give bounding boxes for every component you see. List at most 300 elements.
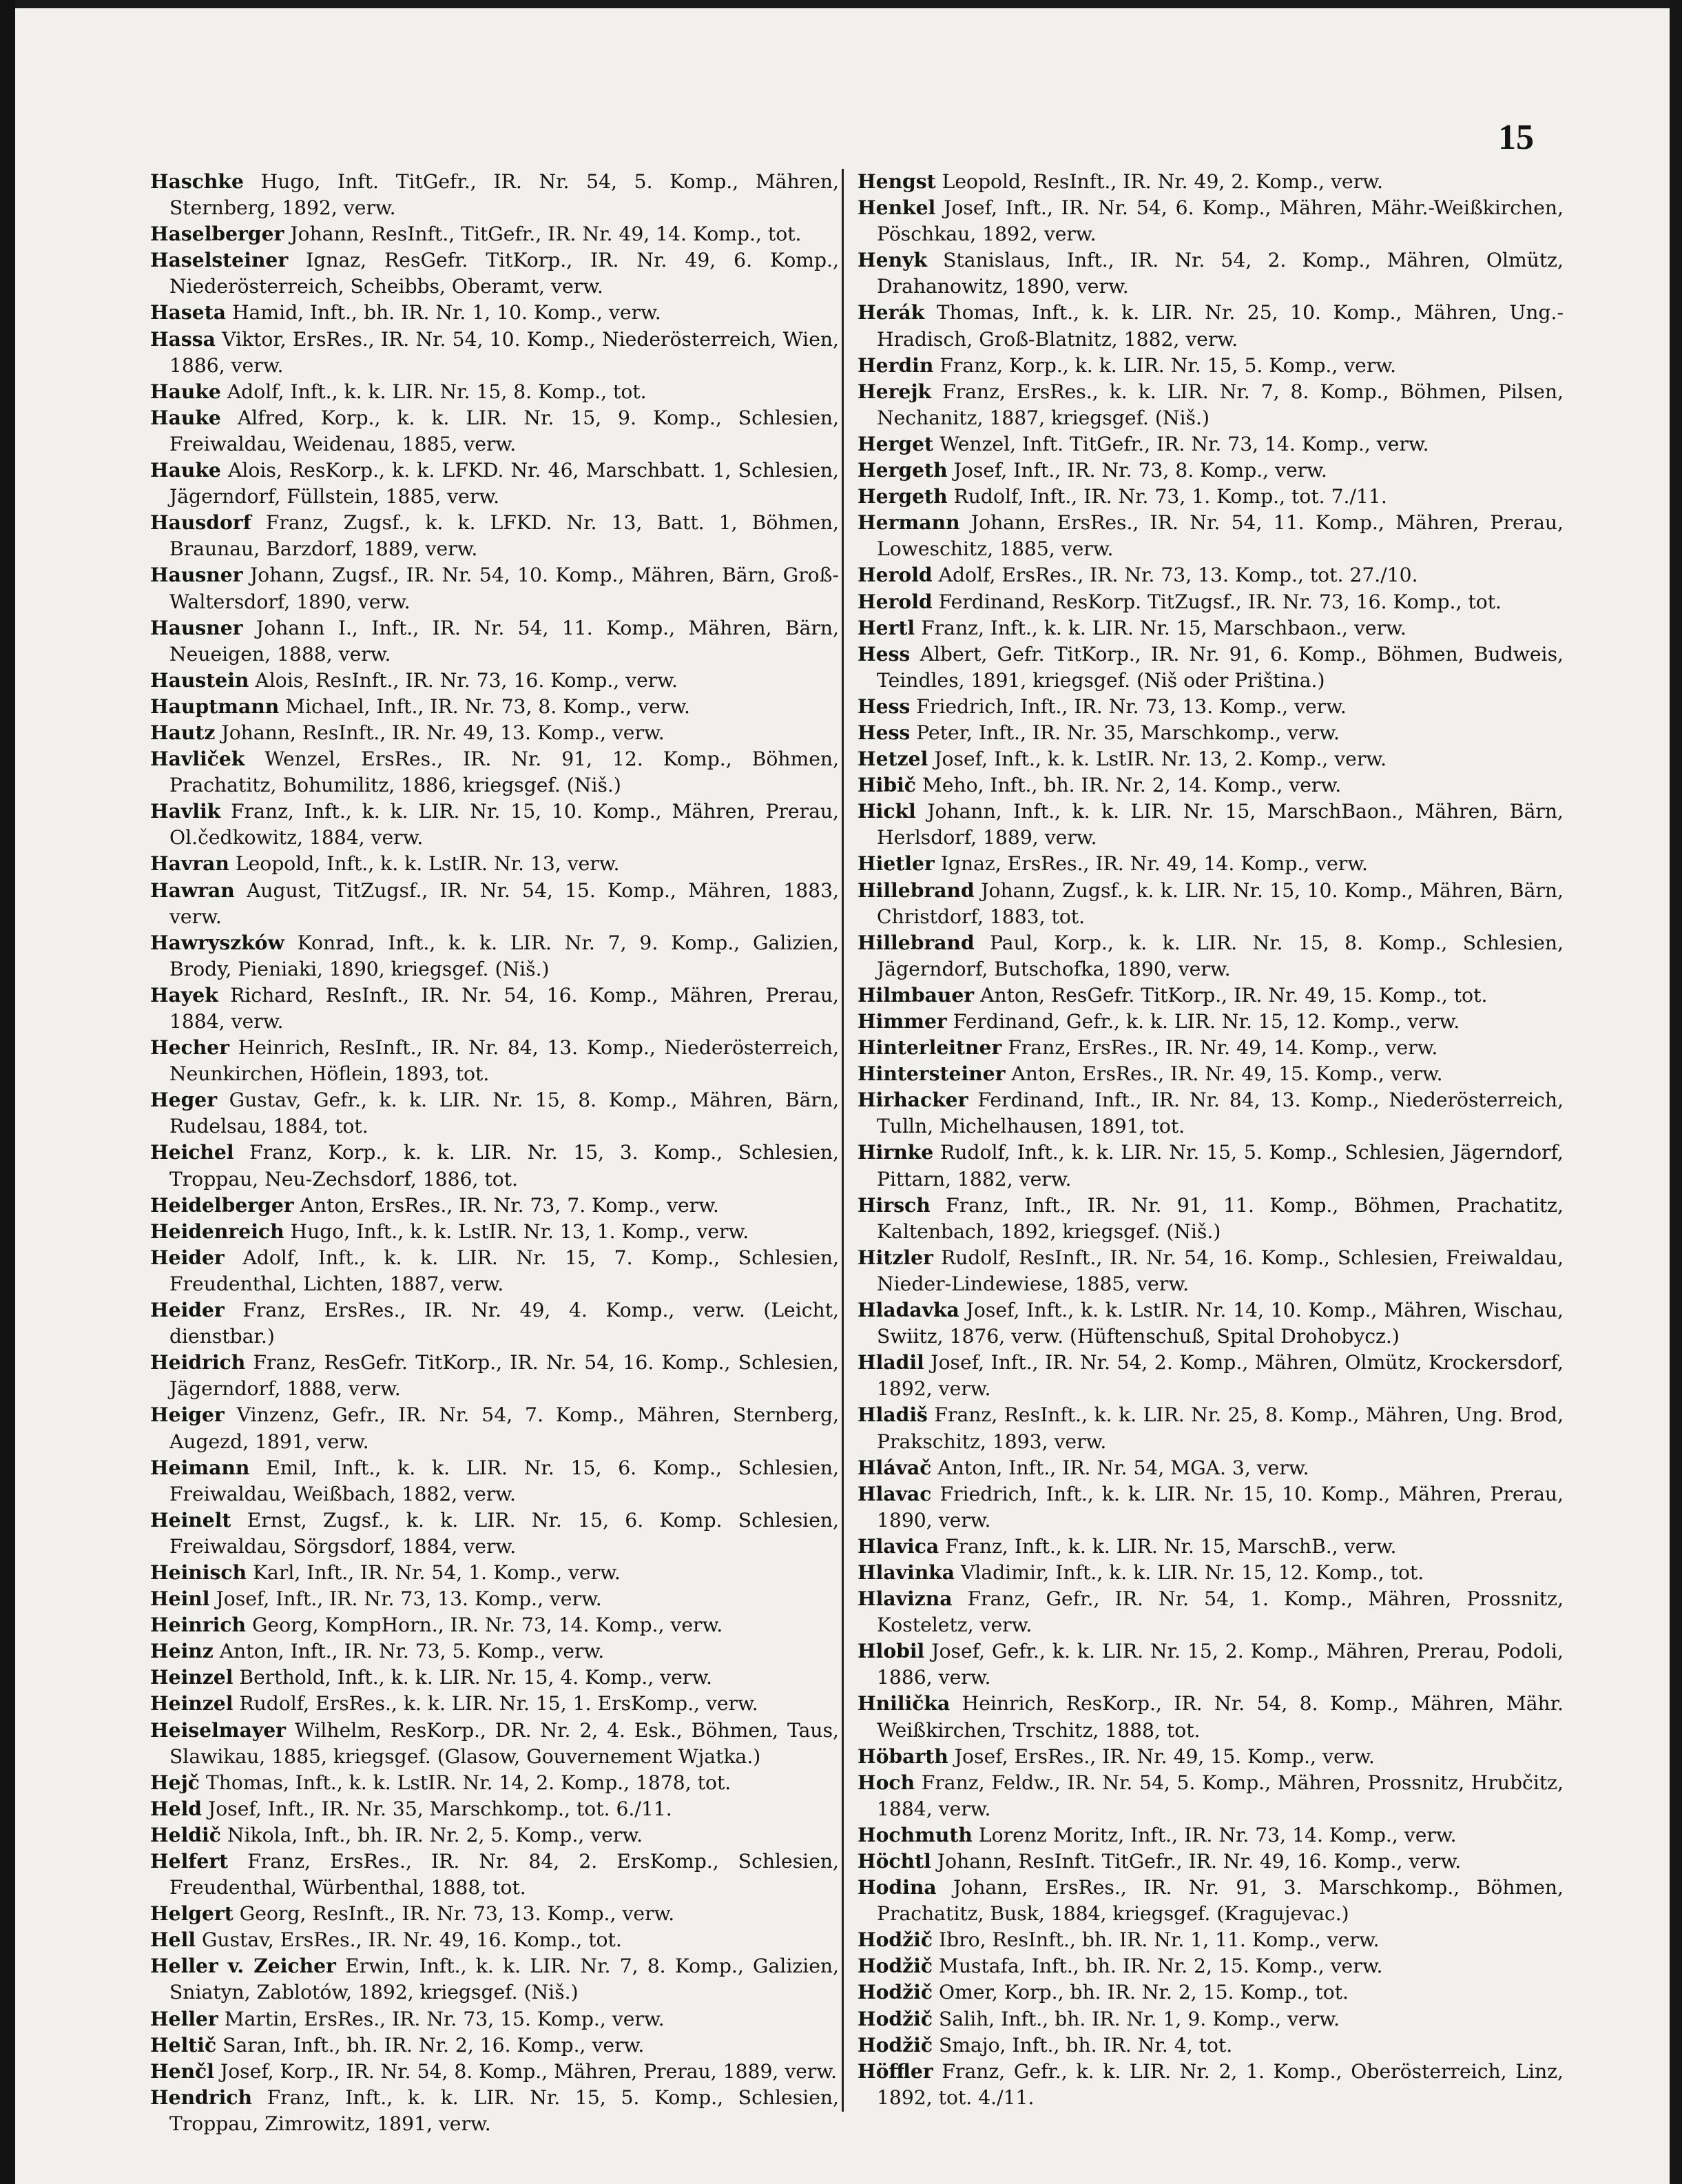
casualty-entry: [858, 1350, 1564, 1402]
entry-surname: Hlavizna: [858, 1587, 953, 1611]
casualty-entry: [150, 169, 839, 221]
casualty-entry: [150, 1507, 839, 1560]
entry-details: Ibro, ResInft., bh. IR. Nr. 1, 11. Komp., verw.: [939, 1928, 1380, 1952]
casualty-entry: [150, 1140, 839, 1192]
casualty-entry: [150, 1402, 839, 1454]
entry-surname: Hodžič: [858, 1955, 933, 1978]
casualty-entry: [858, 431, 1564, 457]
entry-details: Franz, ErsRes., IR. Nr. 84, 2. ErsKomp., Schlesien, Freudenthal, Würbenthal, 1888, tot.: [169, 1850, 839, 1899]
entry-details: Georg, ResInft., IR. Nr. 73, 13. Komp., verw.: [239, 1902, 675, 1926]
casualty-entry: [150, 1796, 839, 1822]
casualty-entry: [150, 1638, 839, 1665]
scan-edge-right: [1670, 0, 1682, 2184]
entry-surname: Hlávač: [858, 1456, 932, 1479]
entry-surname: Heinzel: [150, 1666, 233, 1689]
casualty-entry: [858, 930, 1564, 982]
entry-surname: Havran: [150, 852, 229, 876]
casualty-entry: [858, 641, 1564, 694]
entry-surname: Hibič: [858, 774, 916, 797]
casualty-entry: [150, 247, 839, 300]
casualty-entry: [858, 247, 1564, 300]
entry-surname: Hitzler: [858, 1246, 933, 1269]
entry-details: Emil, Inft., k. k. LIR. Nr. 15, 6. Komp., Schlesien, Freiwaldau, Weißbach, 1882, verw.: [169, 1456, 839, 1505]
entry-surname: Höbarth: [858, 1744, 948, 1768]
scan-edge-top: [0, 0, 1682, 8]
entry-surname: Hodžič: [858, 1981, 933, 2004]
entry-surname: Hausner: [150, 564, 243, 587]
casualty-entry: [150, 327, 839, 379]
entry-surname: Hirhacker: [858, 1089, 968, 1112]
entry-details: Josef, Korp., IR. Nr. 54, 8. Komp., Mähren, Prerau, 1889, verw.: [220, 2059, 838, 2083]
entry-details: Franz, Korp., k. k. LIR. Nr. 15, 3. Komp., Schlesien, Troppau, Neu-Zechsdorf, 1886, tot.: [169, 1141, 839, 1191]
entry-details: Konrad, Inft., k. k. LIR. Nr. 7, 9. Komp., Galizien, Brody, Pieniaki, 1890, kriegsgef. (Niš.): [169, 931, 839, 980]
entry-details: Josef, Inft., k. k. LstIR. Nr. 14, 10. Komp., Mähren, Wischau, Swiitz, 1876, verw. (Hüftenschuß, Spital Drohobycz.): [877, 1299, 1564, 1348]
entry-details: Johann, Zugsf., IR. Nr. 54, 10. Komp., Mähren, Bärn, Groß-Waltersdorf, 1890, verw.: [169, 564, 839, 613]
entry-details: Franz, Korp., k. k. LIR. Nr. 15, 5. Komp., verw.: [939, 353, 1397, 377]
casualty-entry: [150, 457, 839, 510]
entry-details: Johann, Inft., k. k. LIR. Nr. 15, MarschBaon., Mähren, Bärn, Herlsdorf, 1889, verw.: [877, 800, 1564, 849]
entry-details: Johann, ResInft., IR. Nr. 49, 13. Komp., verw.: [221, 721, 665, 744]
casualty-entry: [150, 1927, 839, 1953]
casualty-entry: [858, 353, 1564, 379]
entry-details: Hugo, Inft., k. k. LstIR. Nr. 13, 1. Komp., verw.: [290, 1219, 749, 1243]
entry-surname: Heimann: [150, 1456, 250, 1479]
entry-details: Leopold, ResInft., IR. Nr. 49, 2. Komp., verw.: [942, 170, 1383, 193]
entry-surname: Hlavac: [858, 1482, 932, 1505]
page-number: 15: [1498, 118, 1534, 157]
entry-details: Johann, ErsRes., IR. Nr. 54, 11. Komp., Mähren, Prerau, Loweschitz, 1885, verw.: [877, 511, 1564, 561]
entry-details: Mustafa, Inft., bh. IR. Nr. 2, 15. Komp., verw.: [939, 1955, 1383, 1978]
casualty-entry: [150, 2006, 839, 2032]
casualty-entry: [858, 589, 1564, 615]
entry-details: Martin, ErsRes., IR. Nr. 73, 15. Komp., verw.: [224, 2007, 665, 2030]
entry-surname: Haschke: [150, 170, 244, 193]
entry-surname: Heller: [150, 2007, 218, 2030]
entry-surname: Heichel: [150, 1141, 234, 1164]
casualty-entry: [150, 1691, 839, 1717]
entry-details: Anton, ErsRes., IR. Nr. 49, 15. Komp., verw.: [1011, 1062, 1443, 1086]
casualty-entry: [858, 1744, 1564, 1770]
entry-surname: Herejk: [858, 380, 932, 403]
entry-details: Nikola, Inft., bh. IR. Nr. 2, 5. Komp., verw.: [227, 1823, 643, 1846]
casualty-entry: [858, 615, 1564, 641]
entry-surname: Hell: [150, 1928, 196, 1952]
entry-surname: Held: [150, 1797, 202, 1820]
entry-details: Anton, Inft., IR. Nr. 54, MGA. 3, verw.: [937, 1456, 1309, 1479]
casualty-entry: [150, 1848, 839, 1901]
entry-details: Johann, ResInft., TitGefr., IR. Nr. 49, 14. Komp., tot.: [290, 223, 802, 246]
casualty-entry: [858, 1087, 1564, 1140]
entry-surname: Heider: [150, 1246, 225, 1269]
casualty-entry: [150, 1219, 839, 1245]
entry-surname: Hawran: [150, 878, 235, 902]
entry-surname: Henčl: [150, 2059, 214, 2083]
casualty-entry: [150, 1297, 839, 1350]
entry-details: Heinrich, ResInft., IR. Nr. 84, 13. Komp., Niederösterreich, Neunkirchen, Höflein, 1893, tot.: [169, 1036, 839, 1086]
entry-surname: Hengst: [858, 170, 936, 193]
entry-surname: Herák: [858, 301, 925, 324]
casualty-entry: [858, 1297, 1564, 1350]
entry-surname: Himmer: [858, 1010, 947, 1033]
entry-surname: Hendrich: [150, 2085, 252, 2109]
entry-surname: Hodžič: [858, 1928, 933, 1952]
casualty-entry: [150, 851, 839, 877]
entry-surname: Hecher: [150, 1036, 230, 1060]
entry-details: Georg, KompHorn., IR. Nr. 73, 14. Komp., verw.: [251, 1614, 723, 1637]
entry-details: Johann, ResInft. TitGefr., IR. Nr. 49, 16. Komp., verw.: [937, 1850, 1462, 1873]
entry-details: Johann, Zugsf., k. k. LIR. Nr. 15, 10. Komp., Mähren, Bärn, Christdorf, 1883, tot.: [877, 878, 1564, 928]
entry-details: Adolf, Inft., k. k. LIR. Nr. 15, 7. Komp., Schlesien, Freudenthal, Lichten, 1887, verw.: [169, 1246, 840, 1295]
casualty-entry: [858, 1848, 1564, 1875]
entry-details: Peter, Inft., IR. Nr. 35, Marschkomp., verw.: [916, 721, 1340, 744]
entry-details: Adolf, Inft., k. k. LIR. Nr. 15, 8. Komp., tot.: [227, 380, 647, 403]
entry-details: Berthold, Inft., k. k. LIR. Nr. 15, 4. Komp., verw.: [239, 1666, 712, 1689]
entry-details: Albert, Gefr. TitKorp., IR. Nr. 91, 6. Komp., Böhmen, Budweis, Teindles, 1891, kriegsgef. (Niš oder Priština.): [877, 642, 1564, 692]
entry-surname: Hlavica: [858, 1534, 939, 1558]
casualty-entry: [858, 2006, 1564, 2032]
entry-details: Ferdinand, ResKorp. TitZugsf., IR. Nr. 73, 16. Komp., tot.: [938, 590, 1502, 613]
entry-surname: Hladiš: [858, 1403, 928, 1427]
entry-surname: Hodžič: [858, 2033, 933, 2057]
entry-surname: Heldič: [150, 1823, 221, 1846]
entry-surname: Heidrich: [150, 1351, 246, 1374]
entry-surname: Hietler: [858, 852, 935, 876]
entry-details: Josef, Inft., IR. Nr. 73, 8. Komp., verw.: [953, 459, 1327, 482]
entry-surname: Hirsch: [858, 1193, 931, 1217]
casualty-entry: [150, 930, 839, 982]
entry-surname: Hodina: [858, 1876, 937, 1899]
entry-surname: Herget: [858, 432, 934, 455]
entry-surname: Havlik: [150, 800, 221, 823]
entry-surname: Höchtl: [858, 1850, 931, 1873]
entry-details: Wenzel, Inft. TitGefr., IR. Nr. 73, 14. Komp., verw.: [939, 432, 1429, 455]
left-column: [150, 169, 839, 2137]
entry-details: Josef, Gefr., k. k. LIR. Nr. 15, 2. Komp., Mähren, Prerau, Podoli, 1886, verw.: [877, 1640, 1564, 1689]
casualty-entry: [858, 1953, 1564, 1979]
entry-surname: Hickl: [858, 800, 916, 823]
entry-details: Josef, Inft., IR. Nr. 35, Marschkomp., tot. 6./11.: [207, 1797, 672, 1820]
entry-surname: Heiselmayer: [150, 1718, 287, 1742]
entry-details: August, TitZugsf., IR. Nr. 54, 15. Komp., Mähren, 1883, verw.: [169, 878, 839, 928]
entry-details: Leopold, Inft., k. k. LstIR. Nr. 13, verw.: [235, 852, 620, 876]
entry-surname: Hauke: [150, 459, 221, 482]
entry-surname: Hirnke: [858, 1141, 934, 1164]
entry-surname: Hladil: [858, 1351, 924, 1374]
casualty-entry: [150, 1953, 839, 2006]
entry-details: Lorenz Moritz, Inft., IR. Nr. 73, 14. Komp., verw.: [978, 1823, 1457, 1846]
entry-surname: Hermann: [858, 511, 960, 535]
casualty-entry: [858, 1979, 1564, 2006]
casualty-entry: [150, 1586, 839, 1612]
casualty-entry: [150, 1350, 839, 1402]
casualty-entry: [858, 1009, 1564, 1035]
casualty-entry: [150, 668, 839, 694]
entry-details: Josef, Inft., IR. Nr. 54, 2. Komp., Mähren, Olmütz, Krockersdorf, 1892, verw.: [877, 1351, 1564, 1401]
entry-details: Thomas, Inft., k. k. LstIR. Nr. 14, 2. Komp., 1878, tot.: [205, 1771, 731, 1794]
entry-surname: Hauke: [150, 406, 221, 429]
casualty-entry: [150, 1193, 839, 1219]
entry-details: Meho, Inft., bh. IR. Nr. 2, 14. Komp., verw.: [922, 774, 1342, 797]
entry-details: Ferdinand, Inft., IR. Nr. 84, 13. Komp., Niederösterreich, Tulln, Michelhausen, 1891, tot.: [877, 1089, 1564, 1138]
entry-details: Anton, Inft., IR. Nr. 73, 5. Komp., verw.: [219, 1640, 605, 1663]
casualty-entry: [150, 1665, 839, 1691]
entry-surname: Hergeth: [858, 485, 948, 508]
right-column: [858, 169, 1564, 2111]
entry-surname: Heinl: [150, 1587, 210, 1611]
casualty-entry: [858, 169, 1564, 195]
casualty-entry: [858, 1927, 1564, 1953]
entry-details: Franz, ResGefr. TitKorp., IR. Nr. 54, 16. Komp., Schlesien, Jägerndorf, 1888, verw.: [169, 1351, 839, 1401]
entry-details: Josef, Inft., IR. Nr. 54, 6. Komp., Mähren, Mähr.-Weißkirchen, Pöschkau, 1892, verw.: [877, 196, 1564, 246]
entry-details: Ignaz, ErsRes., IR. Nr. 49, 14. Komp., verw.: [940, 852, 1368, 876]
entry-surname: Heidenreich: [150, 1219, 284, 1243]
casualty-entry: [858, 799, 1564, 851]
entry-surname: Hess: [858, 694, 911, 718]
casualty-entry: [858, 1691, 1564, 1743]
casualty-entry: [858, 1455, 1564, 1481]
entry-surname: Heinrich: [150, 1614, 246, 1637]
casualty-entry: [150, 221, 839, 247]
entry-surname: Haselberger: [150, 223, 284, 246]
entry-details: Wilhelm, ResKorp., DR. Nr. 2, 4. Esk., Böhmen, Taus, Slawikau, 1885, kriegsgef. (Glasow, Gouvernement Wjatka.): [169, 1718, 839, 1768]
entry-surname: Hilmbauer: [858, 983, 975, 1007]
entry-surname: Hetzel: [858, 748, 928, 771]
casualty-entry: [858, 1822, 1564, 1848]
column-divider: [842, 169, 844, 2112]
entry-details: Anton, ErsRes., IR. Nr. 73, 7. Komp., verw.: [300, 1193, 719, 1217]
entry-surname: Heiger: [150, 1403, 225, 1427]
entry-details: Alois, ResInft., IR. Nr. 73, 16. Komp., verw.: [255, 668, 678, 692]
casualty-entry: [858, 746, 1564, 772]
entry-surname: Hillebrand: [858, 878, 975, 902]
casualty-entry: [150, 1245, 839, 1297]
casualty-entry: [858, 1560, 1564, 1586]
entry-details: Alois, ResKorp., k. k. LFKD. Nr. 46, Marschbatt. 1, Schlesien, Jägerndorf, Füllstein, 1885, verw.: [169, 459, 839, 508]
casualty-entry: [858, 1586, 1564, 1638]
entry-surname: Heider: [150, 1299, 225, 1322]
entry-details: Adolf, ErsRes., IR. Nr. 73, 13. Komp., tot. 27./10.: [938, 564, 1418, 587]
entry-surname: Hejč: [150, 1771, 200, 1794]
entry-surname: Helfert: [150, 1850, 229, 1873]
entry-details: Omer, Korp., bh. IR. Nr. 2, 15. Komp., tot.: [939, 1981, 1349, 2004]
entry-details: Franz, ErsRes., IR. Nr. 49, 14. Komp., verw.: [1008, 1036, 1438, 1060]
entry-surname: Hillebrand: [858, 931, 975, 954]
casualty-entry: [150, 1560, 839, 1586]
entry-details: Josef, ErsRes., IR. Nr. 49, 15. Komp., verw.: [954, 1744, 1375, 1768]
entry-details: Saran, Inft., bh. IR. Nr. 2, 16. Komp., verw.: [222, 2033, 645, 2057]
entry-surname: Heinisch: [150, 1560, 247, 1584]
casualty-entry: [150, 562, 839, 615]
entry-surname: Heller v. Zeicher: [150, 1955, 336, 1978]
entry-details: Paul, Korp., k. k. LIR. Nr. 15, 8. Komp., Schlesien, Jägerndorf, Butschofka, 1890, verw.: [877, 931, 1564, 980]
entry-details: Ignaz, ResGefr. TitKorp., IR. Nr. 49, 6. Komp., Niederösterreich, Scheibbs, Oberamt, verw.: [169, 249, 839, 298]
entry-details: Friedrich, Inft., k. k. LIR. Nr. 15, 10. Komp., Mähren, Prerau, 1890, verw.: [877, 1482, 1564, 1532]
casualty-entry: [858, 562, 1564, 588]
entry-details: Hamid, Inft., bh. IR. Nr. 1, 10. Komp., verw.: [231, 301, 661, 324]
casualty-entry: [150, 746, 839, 799]
entry-details: Hugo, Inft. TitGefr., IR. Nr. 54, 5. Komp., Mähren, Sternberg, 1892, verw.: [169, 170, 840, 220]
entry-details: Gustav, Gefr., k. k. LIR. Nr. 15, 8. Komp., Mähren, Bärn, Rudelsau, 1884, tot.: [169, 1089, 839, 1138]
entry-details: Stanislaus, Inft., IR. Nr. 54, 2. Komp., Mähren, Olmütz, Drahanowitz, 1890, verw.: [877, 249, 1564, 298]
entry-details: Rudolf, ErsRes., k. k. LIR. Nr. 15, 1. ErsKomp., verw.: [239, 1692, 758, 1716]
casualty-entry: [150, 2059, 839, 2085]
entry-details: Vladimir, Inft., k. k. LIR. Nr. 15, 12. Komp., tot.: [960, 1560, 1424, 1584]
entry-details: Richard, ResInft., IR. Nr. 54, 16. Komp., Mähren, Prerau, 1884, verw.: [169, 983, 839, 1033]
casualty-entry: [858, 1193, 1564, 1245]
entry-surname: Haselsteiner: [150, 249, 289, 272]
entry-surname: Helgert: [150, 1902, 233, 1926]
entry-details: Heinrich, ResKorp., IR. Nr. 54, 8. Komp., Mähren, Mähr. Weißkirchen, Trschitz, 1888, tot.: [877, 1692, 1564, 1742]
entry-surname: Hertl: [858, 616, 915, 639]
casualty-entry: [858, 2032, 1564, 2059]
entry-details: Johann I., Inft., IR. Nr. 54, 11. Komp., Mähren, Bärn, Neueigen, 1888, verw.: [169, 616, 839, 666]
entry-details: Franz, Inft., k. k. LIR. Nr. 15, Marschbaon., verw.: [921, 616, 1406, 639]
entry-surname: Hochmuth: [858, 1823, 973, 1846]
entry-surname: Henyk: [858, 249, 927, 272]
casualty-entry: [150, 615, 839, 668]
casualty-entry: [150, 878, 839, 930]
casualty-entry: [150, 799, 839, 851]
casualty-entry: [150, 694, 839, 720]
casualty-entry: [858, 1140, 1564, 1192]
entry-surname: Heidelberger: [150, 1193, 294, 1217]
casualty-entry: [858, 300, 1564, 352]
casualty-entry: [858, 1061, 1564, 1087]
entry-surname: Heinelt: [150, 1508, 231, 1532]
entry-details: Johann, ErsRes., IR. Nr. 91, 3. Marschkomp., Böhmen, Prachatitz, Busk, 1884, kriegsgef. (Kragujevac.): [877, 1876, 1564, 1926]
entry-surname: Hausdorf: [150, 511, 251, 535]
entry-details: Franz, ResInft., k. k. LIR. Nr. 25, 8. Komp., Mähren, Ung. Brod, Prakschitz, 1893, verw.: [877, 1403, 1564, 1453]
entry-details: Ernst, Zugsf., k. k. LIR. Nr. 15, 6. Komp. Schlesien, Freiwaldau, Sörgsdorf, 1884, verw.: [169, 1508, 839, 1558]
entry-surname: Hess: [858, 721, 911, 744]
casualty-entry: [858, 1245, 1564, 1297]
entry-surname: Hauke: [150, 380, 221, 403]
casualty-entry: [150, 379, 839, 405]
entry-details: Franz, ErsRes., k. k. LIR. Nr. 7, 8. Komp., Böhmen, Pilsen, Nechanitz, 1887, kriegsgef. (Niš.): [877, 380, 1564, 429]
entry-details: Franz, Gefr., IR. Nr. 54, 1. Komp., Mähren, Prossnitz, Kosteletz, verw.: [877, 1587, 1564, 1637]
entry-details: Franz, Inft., k. k. LIR. Nr. 15, MarschB., verw.: [945, 1534, 1397, 1558]
entry-surname: Hnilička: [858, 1692, 951, 1716]
entry-surname: Höffler: [858, 2059, 933, 2083]
entry-surname: Hlobil: [858, 1640, 925, 1663]
entry-surname: Hassa: [150, 327, 216, 351]
entry-surname: Hoch: [858, 1771, 915, 1794]
casualty-entry: [150, 720, 839, 746]
casualty-entry: [858, 878, 1564, 930]
entry-surname: Hergeth: [858, 459, 948, 482]
entry-details: Josef, Inft., IR. Nr. 73, 13. Komp., verw.: [216, 1587, 602, 1611]
casualty-entry: [150, 982, 839, 1035]
casualty-entry: [150, 1612, 839, 1638]
entry-details: Friedrich, Inft., IR. Nr. 73, 13. Komp., verw.: [916, 694, 1347, 718]
entry-surname: Hausner: [150, 616, 243, 639]
entry-details: Anton, ResGefr. TitKorp., IR. Nr. 49, 15. Komp., tot.: [980, 983, 1488, 1007]
entry-details: Ferdinand, Gefr., k. k. LIR. Nr. 15, 12. Komp., verw.: [953, 1010, 1460, 1033]
entry-surname: Hess: [858, 642, 911, 666]
casualty-entry: [150, 2032, 839, 2059]
entry-surname: Herdin: [858, 353, 934, 377]
casualty-entry: [858, 379, 1564, 431]
casualty-entry: [150, 1455, 839, 1507]
casualty-entry: [150, 1035, 839, 1087]
entry-surname: Heinzel: [150, 1692, 233, 1716]
entry-surname: Hodžič: [858, 2007, 933, 2030]
entry-details: Vinzenz, Gefr., IR. Nr. 54, 7. Komp., Mähren, Sternberg, Augezd, 1891, verw.: [169, 1403, 839, 1453]
entry-details: Michael, Inft., IR. Nr. 73, 8. Komp., verw.: [285, 694, 690, 718]
casualty-entry: [858, 1875, 1564, 1927]
entry-details: Viktor, ErsRes., IR. Nr. 54, 10. Komp., Niederösterreich, Wien, 1886, verw.: [169, 327, 839, 377]
entry-details: Thomas, Inft., k. k. LIR. Nr. 25, 10. Komp., Mähren, Ung.-Hradisch, Groß-Blatnitz, 1882, verw.: [877, 301, 1564, 351]
casualty-entry: [150, 2085, 839, 2137]
casualty-entry: [150, 405, 839, 457]
entry-surname: Haustein: [150, 668, 249, 692]
entry-surname: Haseta: [150, 301, 226, 324]
casualty-entry: [858, 1402, 1564, 1454]
entry-surname: Hinterleitner: [858, 1036, 1002, 1060]
entry-surname: Hauptmann: [150, 694, 280, 718]
entry-surname: Hladavka: [858, 1299, 959, 1322]
casualty-entry: [858, 982, 1564, 1009]
casualty-entry: [858, 457, 1564, 484]
casualty-entry: [150, 1718, 839, 1770]
casualty-entry: [858, 1638, 1564, 1691]
casualty-entry: [150, 510, 839, 562]
entry-details: Alfred, Korp., k. k. LIR. Nr. 15, 9. Komp., Schlesien, Freiwaldau, Weidenau, 1885, verw.: [169, 406, 839, 455]
entry-details: Franz, Feldw., IR. Nr. 54, 5. Komp., Mähren, Prossnitz, Hrubčitz, 1884, verw.: [877, 1771, 1564, 1820]
casualty-entry: [858, 694, 1564, 720]
entry-details: Franz, Inft., IR. Nr. 91, 11. Komp., Böhmen, Prachatitz, Kaltenbach, 1892, kriegsgef. (Niš.): [877, 1193, 1564, 1243]
entry-details: Franz, ErsRes., IR. Nr. 49, 4. Komp., verw. (Leicht, dienstbar.): [169, 1299, 839, 1348]
casualty-entry: [858, 2059, 1564, 2111]
casualty-entry: [858, 1481, 1564, 1534]
entry-details: Franz, Inft., k. k. LIR. Nr. 15, 10. Komp., Mähren, Prerau, Ol.čedkowitz, 1884, verw.: [169, 800, 839, 849]
entry-details: Rudolf, Inft., k. k. LIR. Nr. 15, 5. Komp., Schlesien, Jägerndorf, Pittarn, 1882, verw.: [877, 1141, 1564, 1191]
entry-details: Smajo, Inft., bh. IR. Nr. 4, tot.: [939, 2033, 1233, 2057]
entry-surname: Herold: [858, 590, 933, 613]
entry-surname: Herold: [858, 564, 933, 587]
casualty-entry: [150, 1822, 839, 1848]
entry-surname: Heinz: [150, 1640, 214, 1663]
casualty-entry: [150, 1901, 839, 1927]
entry-details: Franz, Gefr., k. k. LIR. Nr. 2, 1. Komp., Oberösterreich, Linz, 1892, tot. 4./11.: [877, 2059, 1564, 2109]
entry-surname: Hawryszków: [150, 931, 284, 954]
entry-details: Rudolf, Inft., IR. Nr. 73, 1. Komp., tot. 7./11.: [953, 485, 1387, 508]
casualty-entry: [858, 1770, 1564, 1822]
entry-surname: Havliček: [150, 748, 245, 771]
entry-surname: Hlavinka: [858, 1560, 955, 1584]
entry-surname: Heger: [150, 1089, 218, 1112]
entry-details: Salih, Inft., bh. IR. Nr. 1, 9. Komp., verw.: [939, 2007, 1340, 2030]
casualty-entry: [858, 484, 1564, 510]
entry-details: Gustav, ErsRes., IR. Nr. 49, 16. Komp., tot.: [201, 1928, 622, 1952]
casualty-entry: [858, 1534, 1564, 1560]
entry-surname: Heltič: [150, 2033, 217, 2057]
casualty-entry: [858, 510, 1564, 562]
casualty-entry: [150, 1770, 839, 1796]
entry-surname: Hautz: [150, 721, 216, 744]
entry-details: Franz, Zugsf., k. k. LFKD. Nr. 13, Batt. 1, Böhmen, Braunau, Barzdorf, 1889, verw.: [169, 511, 839, 561]
casualty-entry: [858, 772, 1564, 799]
scan-edge-left: [0, 0, 15, 2184]
casualty-entry: [858, 720, 1564, 746]
entry-details: Rudolf, ResInft., IR. Nr. 54, 16. Komp., Schlesien, Freiwaldau, Nieder-Lindewiese, 1885, verw.: [877, 1246, 1564, 1295]
entry-surname: Hayek: [150, 983, 218, 1007]
casualty-entry: [858, 851, 1564, 877]
casualty-entry: [150, 1087, 839, 1140]
casualty-entry: [150, 300, 839, 326]
entry-details: Josef, Inft., k. k. LstIR. Nr. 13, 2. Komp., verw.: [934, 748, 1387, 771]
entry-details: Wenzel, ErsRes., IR. Nr. 91, 12. Komp., Böhmen, Prachatitz, Bohumilitz, 1886, kriegsgef. (Niš.): [169, 748, 839, 797]
